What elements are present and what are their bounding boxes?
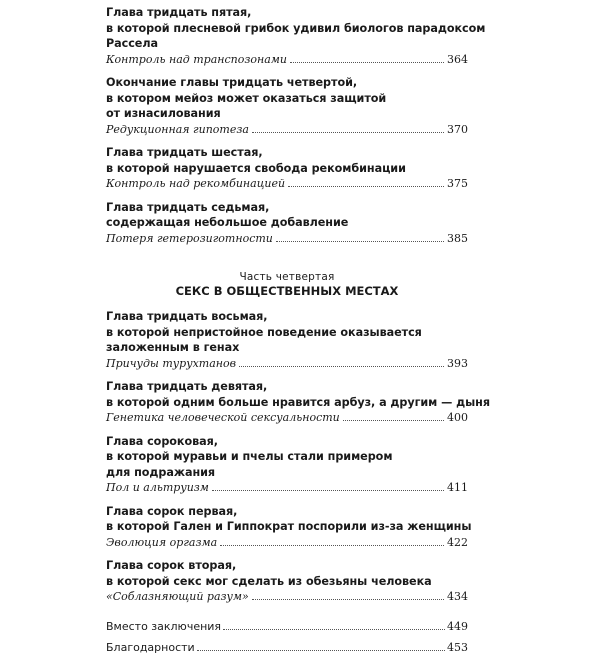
chapter-subtitle-row	[106, 231, 468, 247]
page-number: 364	[447, 52, 468, 66]
leader-dots	[343, 420, 444, 421]
chapter-subtitle: Пол и альтруизм	[106, 481, 209, 494]
leader-dots	[288, 186, 444, 187]
page-number: 385	[447, 231, 468, 245]
chapter-heading-line: в которой одним больше нравится арбуз, а другим — дыня	[106, 395, 490, 409]
chapter-subtitle: Контроль над транспозонами	[106, 52, 288, 66]
chapter-heading-line: в которой нарушается свобода рекомбинации	[106, 161, 406, 175]
page-number: 370	[447, 122, 468, 136]
leader-dots	[239, 366, 444, 367]
leader-dots	[197, 650, 445, 651]
toc-entry-conclusion[interactable]	[106, 619, 468, 635]
chapter-heading-line: содержащая небольшое добавление	[106, 216, 349, 229]
toc-entry[interactable]	[106, 558, 468, 605]
part-label: Часть четвертая	[239, 271, 335, 283]
chapter-subtitle-row	[106, 122, 468, 138]
page-number: 411	[447, 481, 468, 494]
page-number: 453	[447, 641, 468, 654]
leader-dots	[220, 545, 444, 546]
chapter-subtitle-row	[106, 356, 468, 372]
part-title: СЕКС В ОБЩЕСТВЕННЫХ МЕСТАХ	[175, 284, 399, 298]
chapter-heading-line: для подражания	[106, 465, 216, 479]
chapter-heading-line: заложенным в генах	[106, 341, 240, 354]
page-number: 422	[447, 535, 468, 549]
chapter-heading-line: Глава тридцать девятая,	[106, 380, 268, 393]
chapter-subtitle: «Соблазняющий разум»	[106, 590, 249, 603]
entry-label: Благодарности	[106, 641, 195, 654]
chapter-heading-line: Глава сороковая,	[106, 434, 218, 448]
toc-entry[interactable]	[106, 145, 468, 192]
leader-dots	[212, 490, 444, 491]
entry-label: Вместо заключения	[106, 619, 222, 633]
chapter-subtitle-row	[106, 176, 468, 192]
chapter-heading-line: Глава тридцать восьмая,	[106, 310, 268, 323]
chapter-subtitle: Эволюция оргазма	[106, 535, 218, 549]
chapter-subtitle-row	[106, 480, 468, 496]
chapter-heading-line: в котором мейоз может оказаться защитой	[106, 91, 387, 105]
chapter-subtitle: Потеря гетерозиготности	[106, 231, 273, 245]
leader-dots	[252, 132, 444, 133]
page-number: 375	[447, 177, 468, 190]
page-number: 449	[447, 619, 468, 633]
chapter-heading-line: Глава тридцать седьмая,	[106, 200, 270, 214]
chapter-subtitle: Генетика человеческой сексуальности	[106, 411, 340, 424]
toc-entry[interactable]	[106, 379, 490, 426]
chapter-heading-line: в которой Гален и Гиппократ поспорили из-за женщины	[106, 520, 472, 533]
chapter-heading-line: Глава тридцать пятая,	[106, 6, 252, 19]
chapter-heading-line: в которой секс мог сделать из обезьяны человека	[106, 574, 432, 588]
toc-entry[interactable]	[106, 504, 472, 551]
toc-entry[interactable]	[106, 309, 468, 371]
chapter-subtitle: Контроль над рекомбинацией	[106, 177, 286, 190]
chapter-heading-line: Глава сорок первая,	[106, 504, 238, 518]
chapter-heading-line: Глава сорок вторая,	[106, 559, 237, 572]
part-heading	[106, 270, 468, 299]
chapter-heading-line: от изнасилования	[106, 107, 221, 120]
toc-entry[interactable]	[106, 5, 486, 67]
chapter-heading-line: в которой плесневой грибок удивил биологов парадоксом	[106, 21, 486, 35]
leader-dots	[276, 241, 444, 242]
leader-dots	[290, 62, 444, 63]
page-number: 400	[447, 411, 468, 424]
chapter-subtitle-row	[106, 410, 468, 426]
chapter-subtitle: Причуды турухтанов	[106, 356, 237, 370]
table-of-contents	[106, 0, 490, 656]
chapter-heading-line: в которой непристойное поведение оказывается	[106, 325, 422, 339]
leader-dots	[223, 629, 445, 630]
chapter-heading-line: Рассела	[106, 37, 158, 50]
page-number: 393	[447, 356, 468, 370]
chapter-subtitle-row	[106, 589, 468, 605]
chapter-heading-line: Глава тридцать шестая,	[106, 146, 263, 159]
chapter-heading-line: в которой муравьи и пчелы стали примером	[106, 450, 393, 463]
chapter-heading-line: Окончание главы тридцать четвертой,	[106, 76, 358, 89]
toc-entry[interactable]	[106, 200, 468, 247]
toc-entry[interactable]	[106, 434, 468, 496]
page-number: 434	[447, 590, 468, 603]
chapter-subtitle: Редукционная гипотеза	[106, 122, 249, 136]
chapter-subtitle-row	[106, 52, 468, 68]
toc-entry-acknowledgements[interactable]	[106, 640, 468, 656]
toc-entry[interactable]	[106, 75, 468, 137]
chapter-subtitle-row	[106, 535, 468, 551]
